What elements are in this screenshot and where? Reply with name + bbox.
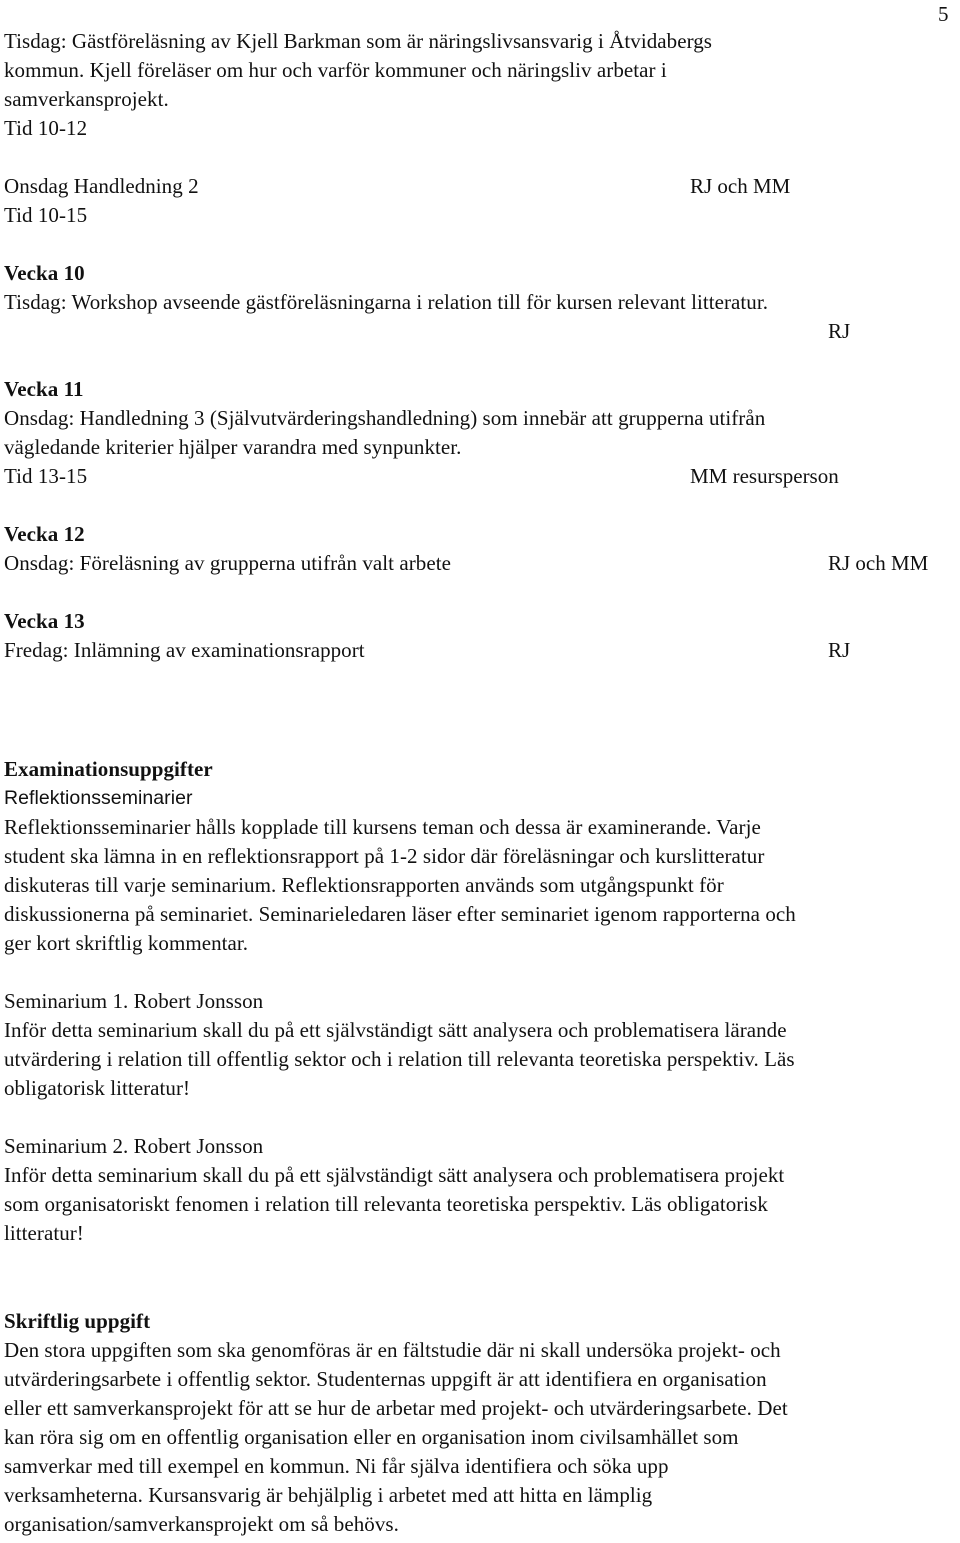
paragraph-line: diskussionerna på seminariet. Seminarieledaren läser efter seminariet igenom rapporterna och	[4, 902, 796, 926]
time-label: Tid 10-12	[4, 116, 88, 140]
responsible-label: RJ	[828, 319, 851, 343]
time-label: Tid 10-15	[4, 203, 88, 227]
guest-lecture-line: kommun. Kjell föreläser om hur och varför kommuner och näringsliv arbetar i	[4, 58, 667, 82]
responsible-label: MM resursperson	[690, 464, 839, 488]
subheading: Reflektionsseminarier	[4, 787, 193, 809]
seminar-title: Seminarium 1. Robert Jonsson	[4, 989, 264, 1013]
paragraph-line: litteratur!	[4, 1221, 84, 1245]
week-heading: Vecka 12	[4, 522, 85, 546]
section-heading: Skriftlig uppgift	[4, 1309, 151, 1333]
paragraph-line: Den stora uppgiften som ska genomföras är en fältstudie där ni skall undersöka projekt- och	[4, 1338, 781, 1362]
paragraph-line: som organisatoriskt fenomen i relation till relevanta teoretiska perspektiv. Läs obligatorisk	[4, 1192, 768, 1216]
seminar-title: Seminarium 2. Robert Jonsson	[4, 1134, 264, 1158]
responsible-label: RJ	[828, 638, 851, 662]
workshop-line: Tisdag: Workshop avseende gästföreläsningarna i relation till för kursen relevant litteratur.	[4, 290, 769, 314]
guest-lecture-line: Tisdag: Gästföreläsning av Kjell Barkman som är näringslivsansvarig i Åtvidabergs	[4, 29, 713, 53]
group-lecture-line: Onsdag: Föreläsning av grupperna utifrån valt arbete	[4, 551, 451, 575]
supervision-3-line: Onsdag: Handledning 3 (Självutvärderingshandledning) som innebär att grupperna utifrån	[4, 406, 766, 430]
supervision-2-line: Onsdag Handledning 2	[4, 174, 199, 198]
paragraph-line: Reflektionsseminarier hålls kopplade till kursens teman och dessa är examinerande. Varje	[4, 815, 761, 839]
supervision-3-line: vägledande kriterier hjälper varandra med synpunkter.	[4, 435, 462, 459]
page-number: 5	[938, 2, 949, 26]
paragraph-line: Inför detta seminarium skall du på ett självständigt sätt analysera och problematisera lärande	[4, 1018, 787, 1042]
submission-line: Fredag: Inlämning av examinationsrapport	[4, 638, 365, 662]
paragraph-line: verksamheterna. Kursansvarig är behjälplig i arbetet med att hitta en lämplig	[4, 1483, 653, 1507]
section-heading: Examinationsuppgifter	[4, 757, 213, 781]
week-heading: Vecka 10	[4, 261, 85, 285]
responsible-label: RJ och MM	[690, 174, 791, 198]
week-heading: Vecka 13	[4, 609, 85, 633]
paragraph-line: organisation/samverkansprojekt om så behövs.	[4, 1512, 399, 1536]
paragraph-line: utvärderingsarbete i offentlig sektor. Studenternas uppgift är att identifiera en organisation	[4, 1367, 767, 1391]
time-label: Tid 13-15	[4, 464, 88, 488]
guest-lecture-line: samverkansprojekt.	[4, 87, 169, 111]
paragraph-line: diskuteras till varje seminarium. Reflektionsrapporten används som utgångspunkt för	[4, 873, 724, 897]
paragraph-line: Inför detta seminarium skall du på ett självständigt sätt analysera och problematisera projekt	[4, 1163, 785, 1187]
week-heading: Vecka 11	[4, 377, 84, 401]
paragraph-line: student ska lämna in en reflektionsrapport på 1-2 sidor där föreläsningar och kurslitteratur	[4, 844, 765, 868]
paragraph-line: eller ett samverkansprojekt för att se hur de arbetar med projekt- och utvärderingsarbete. Det	[4, 1396, 788, 1420]
paragraph-line: kan röra sig om en offentlig organisation eller en organisation inom civilsamhället som	[4, 1425, 739, 1449]
paragraph-line: ger kort skriftlig kommentar.	[4, 931, 249, 955]
responsible-label: RJ och MM	[828, 551, 929, 575]
paragraph-line: samverkar med till exempel en kommun. Ni får själva identifiera och söka upp	[4, 1454, 669, 1478]
paragraph-line: obligatorisk litteratur!	[4, 1076, 191, 1100]
paragraph-line: utvärdering i relation till offentlig sektor och i relation till relevanta teoretiska perspektiv. Läs	[4, 1047, 795, 1071]
